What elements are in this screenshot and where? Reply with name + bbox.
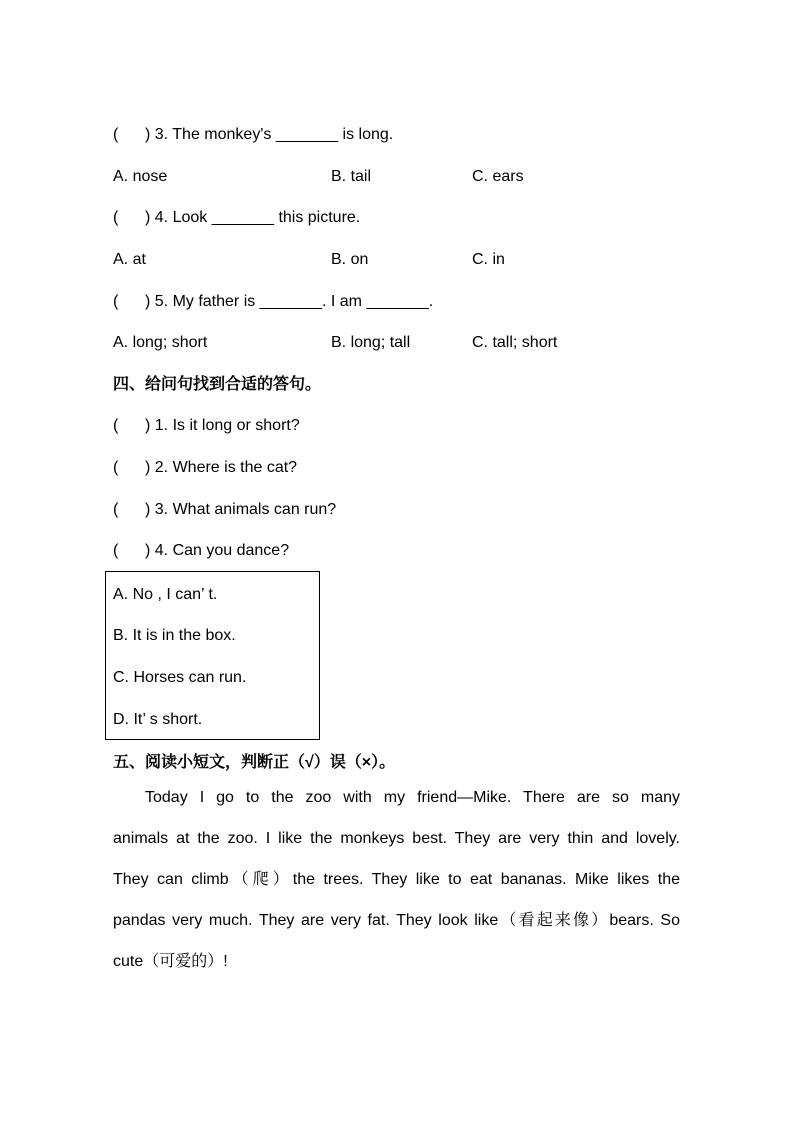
- question-5-option-b: B. long; tall: [331, 334, 411, 351]
- reading-passage-line-5: cute（可爱的）!: [113, 953, 228, 970]
- section-4-question-2: ( ) 2. Where is the cat?: [113, 459, 298, 476]
- section-4-question-1: ( ) 1. Is it long or short?: [113, 417, 300, 434]
- question-5-stem: ( ) 5. My father is _______. I am _______.: [113, 293, 434, 310]
- question-3-stem: ( ) 3. The monkey's _______ is long.: [113, 126, 394, 143]
- question-4-stem: ( ) 4. Look _______ this picture.: [113, 209, 361, 226]
- reading-passage-line-3: They can climb（爬）the trees. They like to eat bananas. Mike likes the: [113, 871, 680, 888]
- question-3-option-c: C. ears: [472, 168, 524, 185]
- answer-option-b: B. It is in the box.: [113, 627, 236, 644]
- answer-option-d: D. It’ s short.: [113, 711, 203, 728]
- reading-passage-line-4: pandas very much. They are very fat. They look like（看起来像）bears. So: [113, 912, 680, 929]
- question-3-option-b: B. tail: [331, 168, 372, 185]
- question-4-option-b: B. on: [331, 251, 369, 268]
- question-5-option-c: C. tall; short: [472, 334, 558, 351]
- reading-passage-line-2: animals at the zoo. I like the monkeys best. They are very thin and lovely.: [113, 830, 680, 847]
- answer-option-a: A. No , I can’ t.: [113, 586, 218, 603]
- question-3-option-a: A. nose: [113, 168, 168, 185]
- section-5-heading: 五、阅读小短文，判断正（√）误（×）。: [113, 754, 396, 771]
- answer-option-c: C. Horses can run.: [113, 669, 247, 686]
- question-4-option-c: C. in: [472, 251, 505, 268]
- question-5-option-a: A. long; short: [113, 334, 208, 351]
- reading-passage-line-1: Today I go to the zoo with my friend—Mike. There are so many: [145, 789, 680, 806]
- section-4-question-3: ( ) 3. What animals can run?: [113, 501, 337, 518]
- section-4-question-4: ( ) 4. Can you dance?: [113, 542, 290, 559]
- section-4-heading: 四、给问句找到合适的答句。: [113, 376, 322, 393]
- question-4-option-a: A. at: [113, 251, 146, 268]
